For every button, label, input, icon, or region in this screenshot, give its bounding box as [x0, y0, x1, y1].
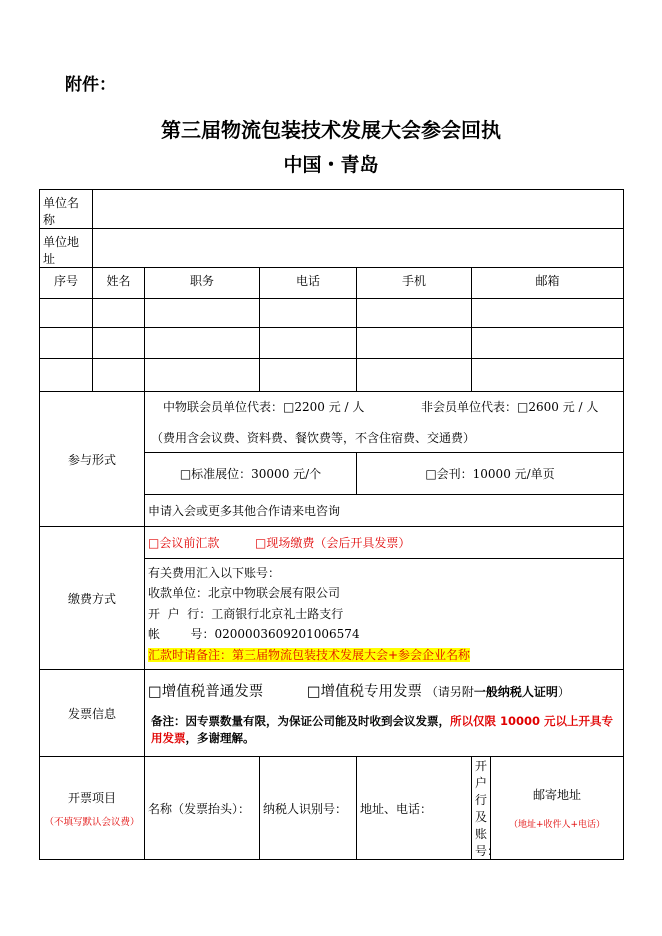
remit-note: 汇款时请备注：第三届物流包装技术发展大会+参会企业名称	[148, 647, 471, 662]
bank-info	[145, 559, 624, 670]
org-address-label: 单位地址	[40, 229, 93, 268]
booth-option[interactable]: □标准展位：30000 元/个	[145, 453, 357, 495]
bank-info-line: 帐 号：0200003609201006574	[148, 627, 360, 642]
participation-fees	[145, 392, 624, 453]
table-cell[interactable]	[260, 299, 357, 328]
bank-info-line: 开 户 行：工商银行北京礼士路支行	[148, 606, 344, 621]
mailing-address-note: （地址+收件人+电话）	[508, 820, 606, 830]
member-fee-option[interactable]: 中物联会员单位代表：□2200 元 / 人	[163, 400, 365, 414]
table-row	[40, 299, 624, 328]
attachment-label: 附件：	[65, 75, 116, 95]
page-subtitle: 中国・青岛	[283, 154, 379, 176]
column-header: 姓名	[93, 268, 145, 299]
table-cell[interactable]	[40, 299, 93, 328]
table-cell[interactable]	[357, 359, 472, 392]
invoice-title-field[interactable]: 名称（发票抬头）：	[145, 757, 260, 860]
special-prefix: （请另附	[425, 684, 474, 699]
taxpayer-id-field[interactable]: 纳税人识别号：	[260, 757, 357, 860]
mailing-address-cell[interactable]	[491, 757, 624, 860]
table-cell[interactable]	[40, 359, 93, 392]
table-cell[interactable]	[357, 299, 472, 328]
invoice-special-option[interactable]: □增值税专用发票	[306, 683, 423, 700]
billing-item-label: 开票项目	[67, 790, 116, 805]
table-cell[interactable]	[40, 328, 93, 359]
table-cell[interactable]	[93, 328, 145, 359]
table-cell[interactable]	[260, 328, 357, 359]
table-cell[interactable]	[472, 328, 624, 359]
payment-option-before[interactable]: □会议前汇款	[148, 536, 220, 550]
table-cell[interactable]	[145, 359, 260, 392]
billing-item-cell	[40, 757, 145, 860]
invoice-options	[145, 670, 624, 757]
invoice-normal-option[interactable]: □增值税普通发票	[148, 683, 264, 700]
table-cell[interactable]	[357, 328, 472, 359]
org-name-label: 单位名称	[40, 190, 93, 229]
table-cell[interactable]	[472, 359, 624, 392]
special-suffix: ）	[557, 684, 570, 699]
taxpayer-proof: 一般纳税人证明	[473, 684, 558, 699]
payment-label: 缴费方式	[40, 527, 145, 670]
column-header: 职务	[145, 268, 260, 299]
page-title: 第三届物流包装技术发展大会参会回执	[161, 118, 501, 142]
column-header: 序号	[40, 268, 93, 299]
consult-note: 申请入会或更多其他合作请来电咨询	[145, 495, 624, 527]
table-row	[40, 359, 624, 392]
table-cell[interactable]	[93, 359, 145, 392]
fee-note: （费用含会议费、资料费、餐饮费等，不含住宿费、交通费）	[151, 431, 476, 445]
invoice-note	[148, 713, 620, 747]
note-text: 备注：因专票数量有限，为保证公司能及时收到会议发票，	[151, 713, 450, 728]
bank-info-line: 有关费用汇入以下账号：	[148, 565, 281, 580]
table-cell[interactable]	[145, 299, 260, 328]
table-row	[40, 328, 624, 359]
table-cell[interactable]	[260, 359, 357, 392]
bank-info-line: 收款单位：北京中物联会展有限公司	[148, 586, 341, 601]
column-header: 邮箱	[472, 268, 624, 299]
journal-option[interactable]: □会刊：10000 元/单页	[357, 453, 624, 495]
table-cell[interactable]	[145, 328, 260, 359]
nonmember-fee-option[interactable]: 非会员单位代表：□2600 元 / 人	[421, 400, 599, 414]
org-address-field[interactable]	[93, 229, 624, 268]
participation-label: 参与形式	[40, 392, 145, 527]
column-header: 手机	[357, 268, 472, 299]
bank-account-field[interactable]: 开户行及账号：	[472, 757, 491, 860]
table-cell[interactable]	[472, 299, 624, 328]
registration-form	[39, 189, 624, 860]
note-end: ，多谢理解。	[185, 730, 255, 745]
column-header: 电话	[260, 268, 357, 299]
invoice-label: 发票信息	[40, 670, 145, 757]
note-red-text: 所以仅限 10000 元以上开具专用发票	[151, 713, 614, 745]
billing-item-note: （不填写默认会议费）	[44, 816, 140, 828]
org-name-field[interactable]	[93, 190, 624, 229]
mailing-address-label: 邮寄地址	[532, 788, 581, 802]
address-phone-field[interactable]: 地址、电话：	[357, 757, 472, 860]
payment-option-onsite[interactable]: □现场缴费（会后开具发票）	[255, 536, 411, 550]
table-cell[interactable]	[93, 299, 145, 328]
